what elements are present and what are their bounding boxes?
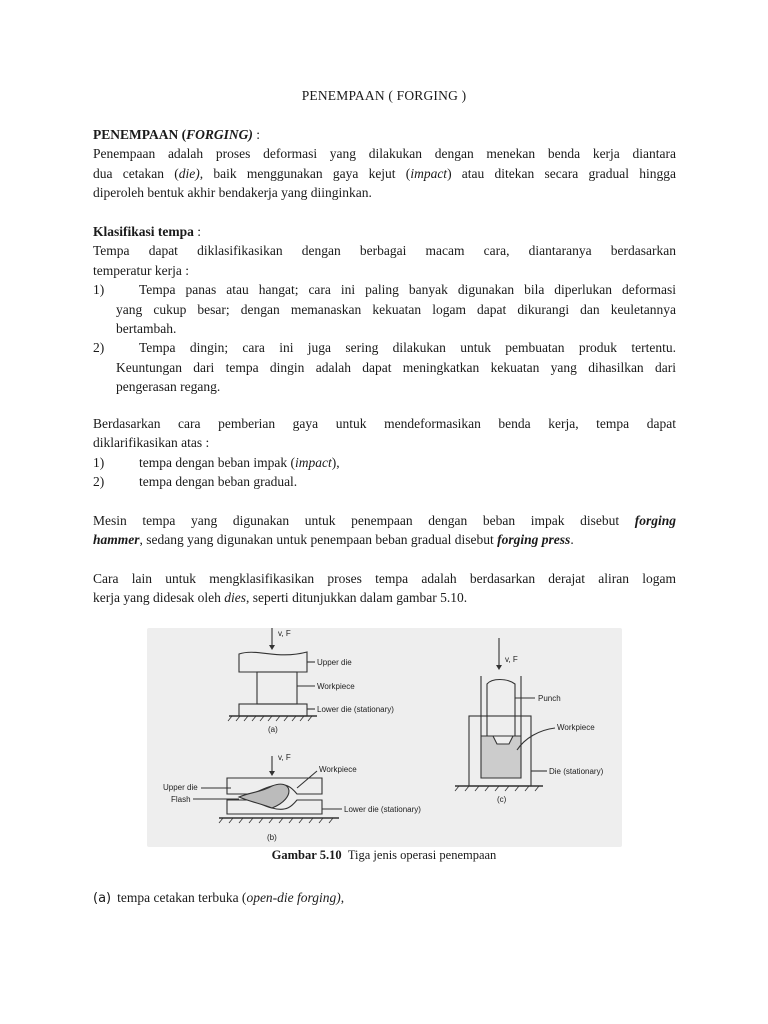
figure-caption: Gambar 5.10 Tiga jenis operasi penempaan xyxy=(271,848,497,862)
mesin-section xyxy=(93,511,676,550)
list-item: 2) Tempa dingin; cara ini juga sering dilakukan untuk pembuatan produk tertentu. Keuntungan dari tempa dingin adalah dapat meningkatkan kekuatan yang dihasilkan dari pengerasan regang. xyxy=(93,340,676,395)
svg-text:Lower die (stationary): Lower die (stationary) xyxy=(344,805,421,814)
intro-heading: PENEMPAAN (FORGING) : xyxy=(93,127,261,142)
intro-section xyxy=(93,125,676,203)
svg-text:Workpiece: Workpiece xyxy=(317,682,355,691)
svg-text:Punch: Punch xyxy=(538,694,561,703)
forging-figure xyxy=(147,628,622,847)
forging-diagram xyxy=(147,628,622,847)
intro-line-2: dua cetakan (die), baik menggunakan gaya kejut (impact) atau ditekan secara gradual hingga xyxy=(93,165,676,181)
svg-text:Flash: Flash xyxy=(171,795,191,804)
page-title: PENEMPAAN ( FORGING ) xyxy=(301,88,467,103)
svg-text:Die (stationary): Die (stationary) xyxy=(549,767,604,776)
svg-text:v, F: v, F xyxy=(278,629,291,638)
svg-text:(b): (b) xyxy=(267,833,277,842)
svg-text:(c): (c) xyxy=(497,795,507,804)
punch xyxy=(487,680,515,737)
klasifikasi-section xyxy=(93,222,676,397)
lower-die xyxy=(239,704,307,716)
klasifikasi-line-1: Tempa dapat diklasifikasikan dengan berbagai macam cara, diantaranya berdasarkan xyxy=(93,243,676,259)
intro-line-3: diperoleh bentuk akhir bendakerja yang diinginkan. xyxy=(93,185,372,201)
diagram-a xyxy=(228,628,317,721)
cara-line-2: kerja yang didesak oleh dies, seperti ditunjukkan dalam gambar 5.10. xyxy=(93,590,468,606)
svg-text:Upper die: Upper die xyxy=(163,783,198,792)
svg-text:Lower die (stationary): Lower die (stationary) xyxy=(317,705,394,714)
gaya-line-1: Berdasarkan cara pemberian gaya untuk mendeformasikan benda kerja, tempa dapat xyxy=(93,416,676,431)
list-item: 1) tempa dengan beban impak (impact), xyxy=(93,454,340,470)
workpiece-b xyxy=(239,784,289,808)
cara-section xyxy=(93,569,676,608)
workpiece-c xyxy=(481,736,521,778)
svg-text:Workpiece: Workpiece xyxy=(319,765,357,774)
mesin-line-1: Mesin tempa yang digunakan untuk penempaan dengan beban impak disebut forging xyxy=(93,513,676,528)
cara-line-1: Cara lain untuk mengklasifikasikan proses tempa adalah berdasarkan derajat aliran logam xyxy=(93,571,676,586)
svg-text:Upper die: Upper die xyxy=(317,658,352,667)
mesin-line-2: hammer, sedang yang digunakan untuk penempaan beban gradual disebut forging press. xyxy=(93,532,574,548)
gaya-section xyxy=(93,414,676,492)
upper-die xyxy=(239,652,307,672)
svg-text:Workpiece: Workpiece xyxy=(557,723,595,732)
list-item: 1) Tempa panas atau hangat; cara ini paling banyak digunakan bila diperlukan deformasi yang cukup besar; dengan memanaskan kekuatan logam dapat dikurangi dan keuletannya bertambah. xyxy=(93,282,676,337)
intro-line-1: Penempaan adalah proses deformasi yang dilakukan dengan menekan benda kerja diantara xyxy=(93,146,676,162)
svg-text:(a): (a) xyxy=(268,725,278,734)
svg-text:v, F: v, F xyxy=(505,655,518,664)
gaya-line-2: diklarifikasikan atas : xyxy=(93,435,210,451)
list-item: 2) tempa dengan beban gradual. xyxy=(93,474,298,490)
klasifikasi-heading: Klasifikasi tempa : xyxy=(93,224,202,239)
svg-text:v, F: v, F xyxy=(278,753,291,762)
klasifikasi-line-2: temperatur kerja : xyxy=(93,262,189,278)
list-item-a: (a) tempa cetakan terbuka (open-die forging), xyxy=(93,890,345,906)
workpiece-a xyxy=(257,672,297,704)
